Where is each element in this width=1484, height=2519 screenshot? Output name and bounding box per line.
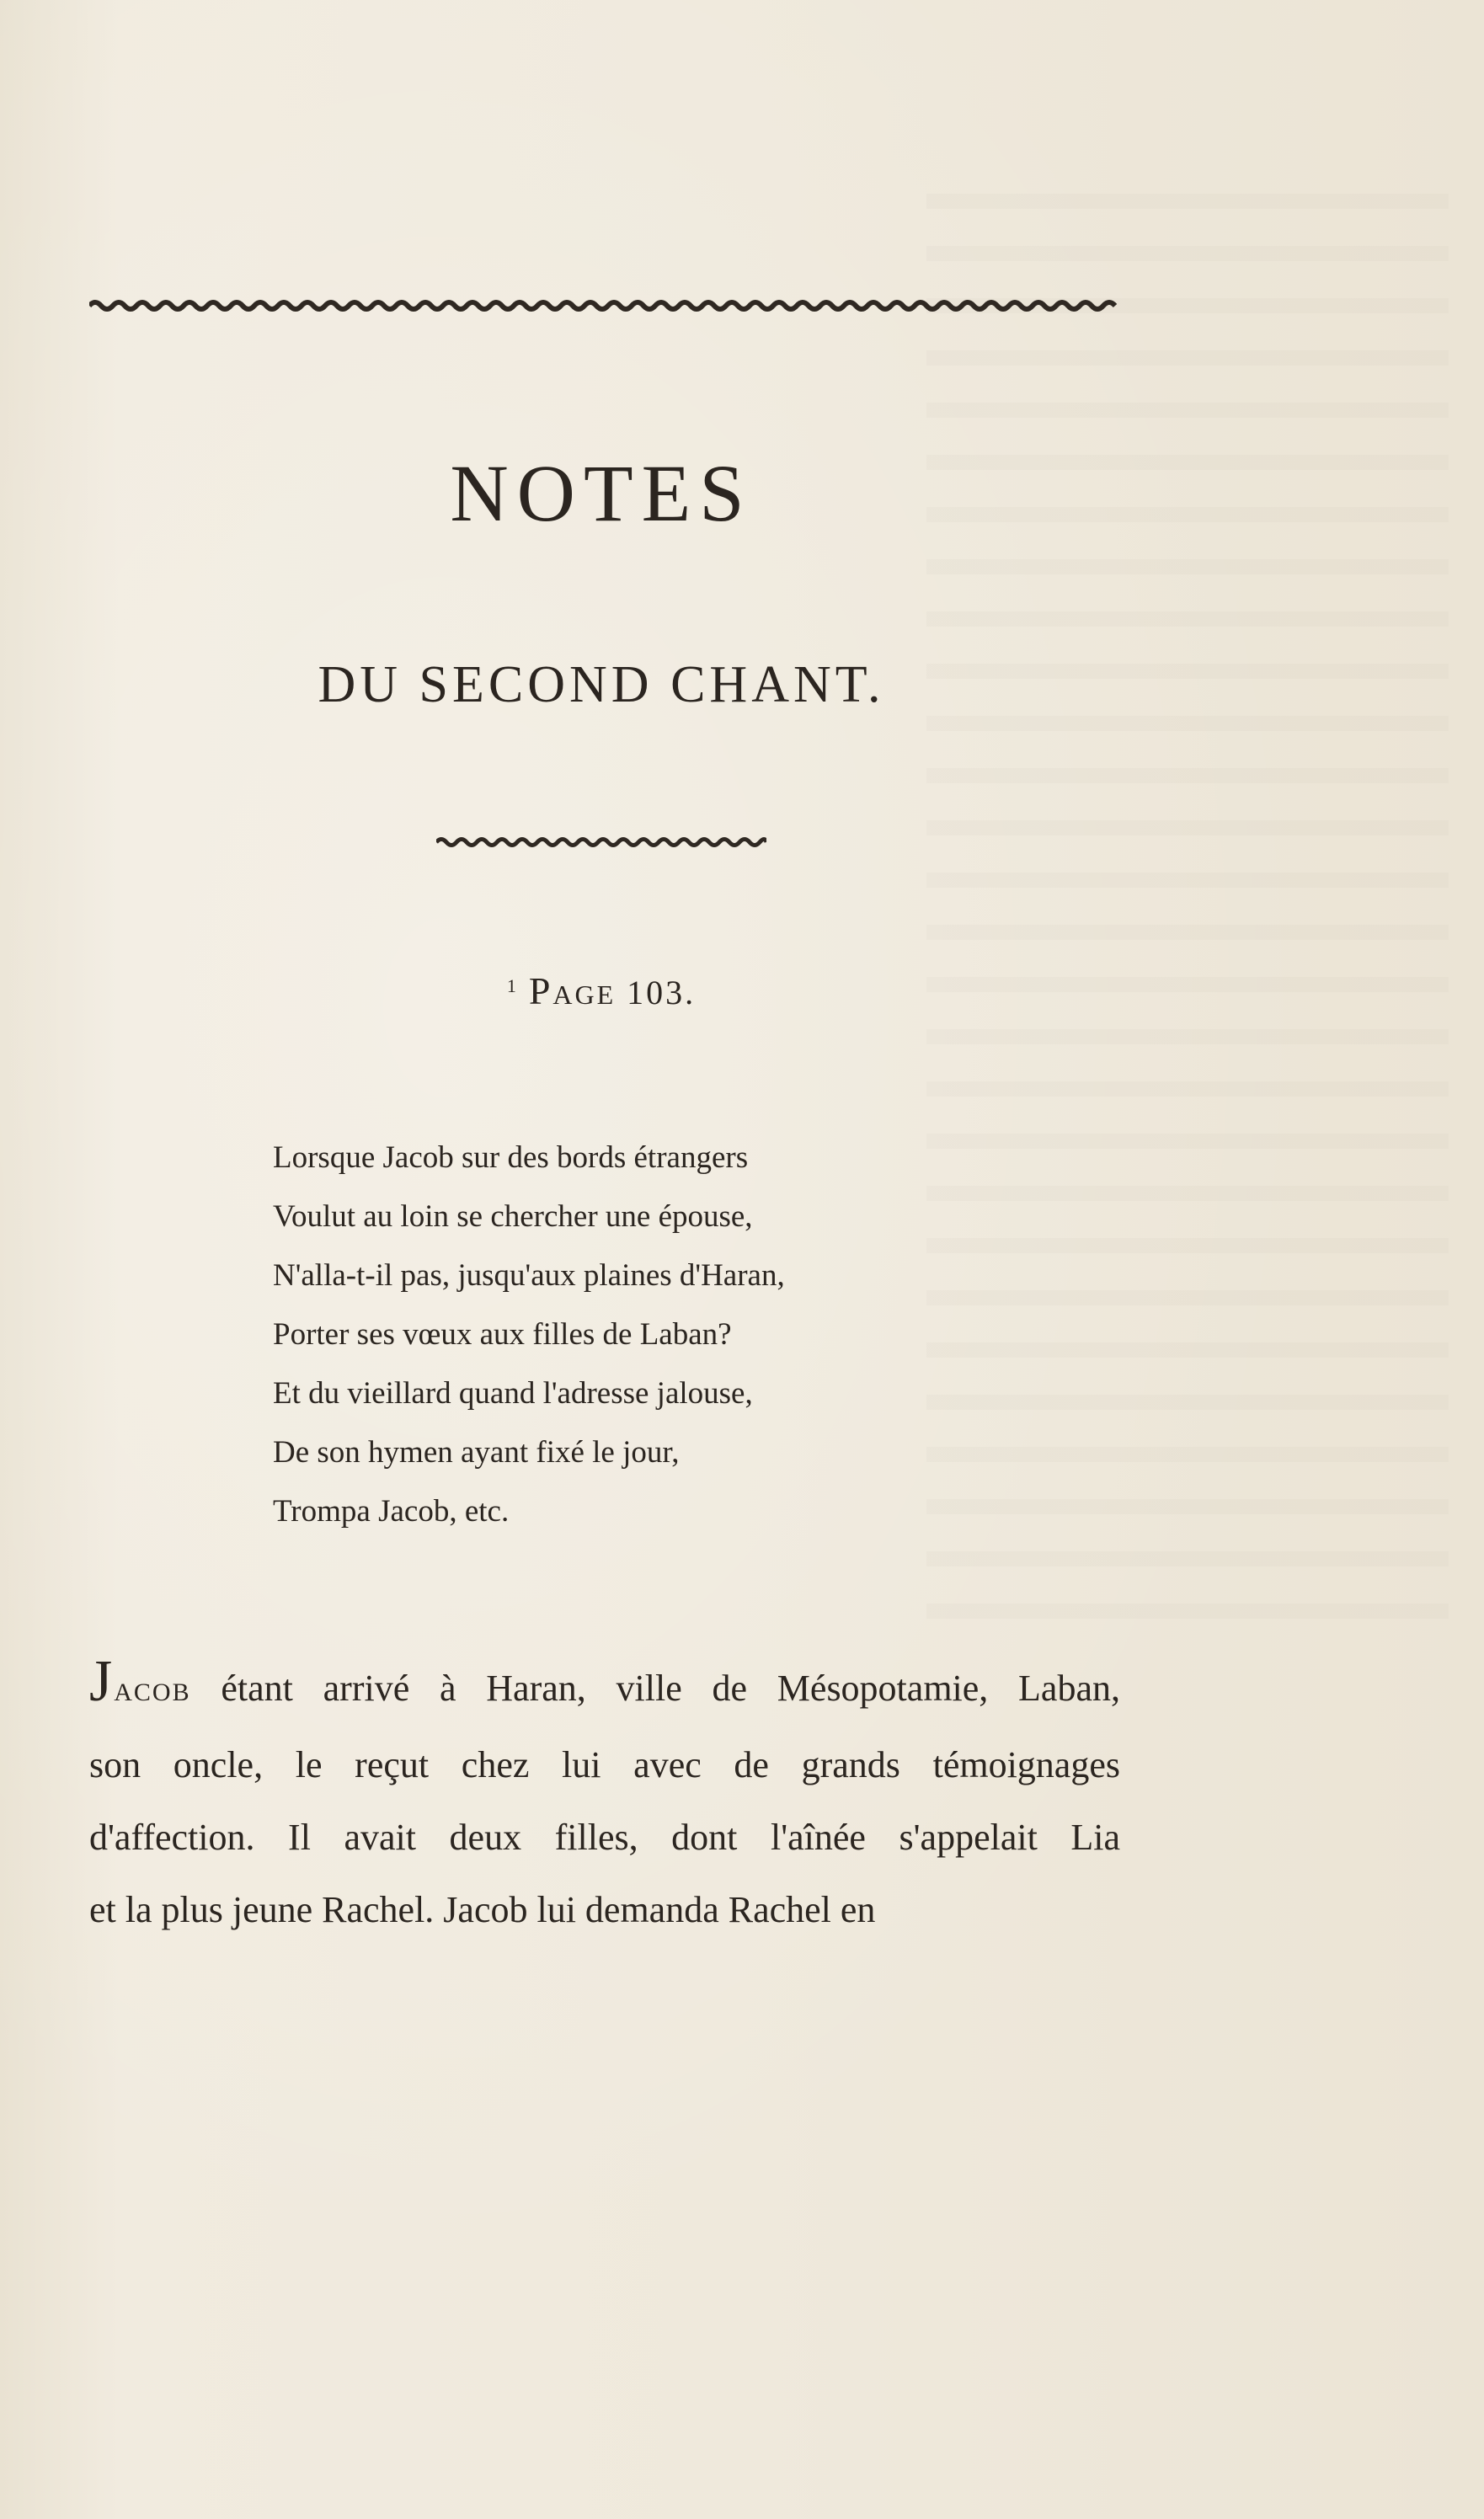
poem-quotation [273,1129,1031,1541]
poem-line: De son hymen ayant fixé le jour, [273,1435,680,1470]
prose-line: son oncle, le reçut chez lui avec de grands témoignages [89,1744,1120,1785]
prose-line-rest: étant arrivé à Haran, ville de Mésopotamie, Laban, [190,1668,1120,1709]
small-ornamental-rule [436,834,766,851]
poem-line: Trompa Jacob, etc. [273,1494,510,1529]
prose-paragraph [89,1649,1120,1946]
page-reference [0,969,1203,1013]
poem-line: Voulut au loin se chercher une épouse, [273,1199,753,1234]
poem-line: Lorsque Jacob sur des bords étrangers [273,1140,749,1175]
poem-line: Porter ses vœux aux filles de Laban? [273,1317,732,1352]
page-subtitle: DU SECOND CHANT. [318,656,885,713]
footnote-number: 1 [506,975,519,996]
prose-line: et la plus jeune Rachel. Jacob lui demanda Rachel en [89,1889,876,1930]
page-title: NOTES [450,448,753,538]
page-label: Page [528,969,617,1012]
page-number: 103. [627,974,697,1011]
drop-cap: J [89,1649,113,1714]
poem-line: N'alla-t-il pas, jusqu'aux plaines d'Haran, [273,1258,785,1293]
prose-line [89,1649,1120,1729]
top-ornamental-rule [89,296,1118,315]
small-caps-word: ACOB [114,1678,191,1706]
poem-line: Et du vieillard quand l'adresse jalouse, [273,1376,753,1411]
prose-line: d'affection. Il avait deux filles, dont l'aînée s'appelait Lia [89,1817,1120,1858]
